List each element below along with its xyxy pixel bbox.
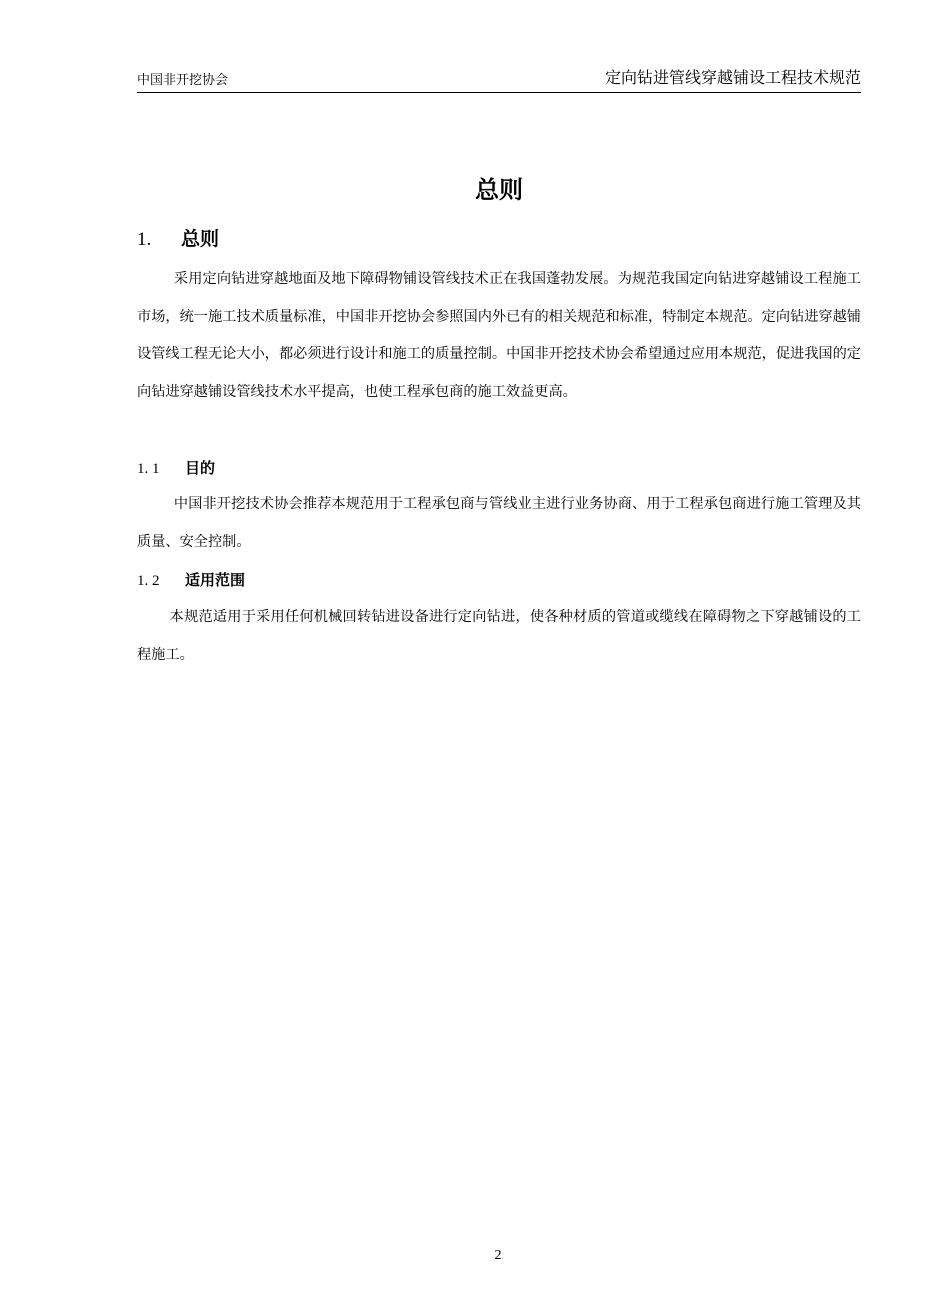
section-title: 目的 [185,459,216,477]
document-title: 总则 [475,176,523,204]
section-body-1-1: 中国非开挖技术协会推荐本规范用于工程承包商与管线业主进行业务协商、用于工程承包商进行施工管理及其质量、安全控制。 [137,496,861,550]
section-heading-1 [137,224,219,251]
header-organization: 中国非开挖协会 [137,73,229,88]
page-number: 2 [494,1248,502,1263]
section-title: 总则 [181,228,220,250]
section-heading-1-2 [137,569,245,590]
section-body-1-2: 本规范适用于采用任何机械回转钻进设备进行定向钻进，使各种材质的管道或缆线在障碍物之下穿越铺设的工程施工。 [137,609,861,663]
section-title: 适用范围 [185,571,246,589]
section-body-1: 采用定向钻进穿越地面及地下障碍物铺设管线技术正在我国蓬勃发展。为规范我国定向钻进穿越铺设工程施工市场，统一施工技术质量标准，中国非开挖协会参照国内外已有的相关规范和标准，特制定本规范。定向钻进穿越铺设管线工程无论大小，都必须进行设计和施工的质量控制。中国非开挖技术协会希望通过应用本规范，促进我国的定向钻进穿越铺设管线技术水平提高，也使工程承包商的施工效益更高。 [137,271,861,400]
section-number: 1. 2 [137,573,160,589]
section-number: 1. [137,229,152,250]
section-heading-1-1 [137,457,215,478]
section-number: 1. 1 [137,461,160,477]
page-header [137,66,861,93]
header-document-name: 定向钻进管线穿越铺设工程技术规范 [604,68,861,87]
